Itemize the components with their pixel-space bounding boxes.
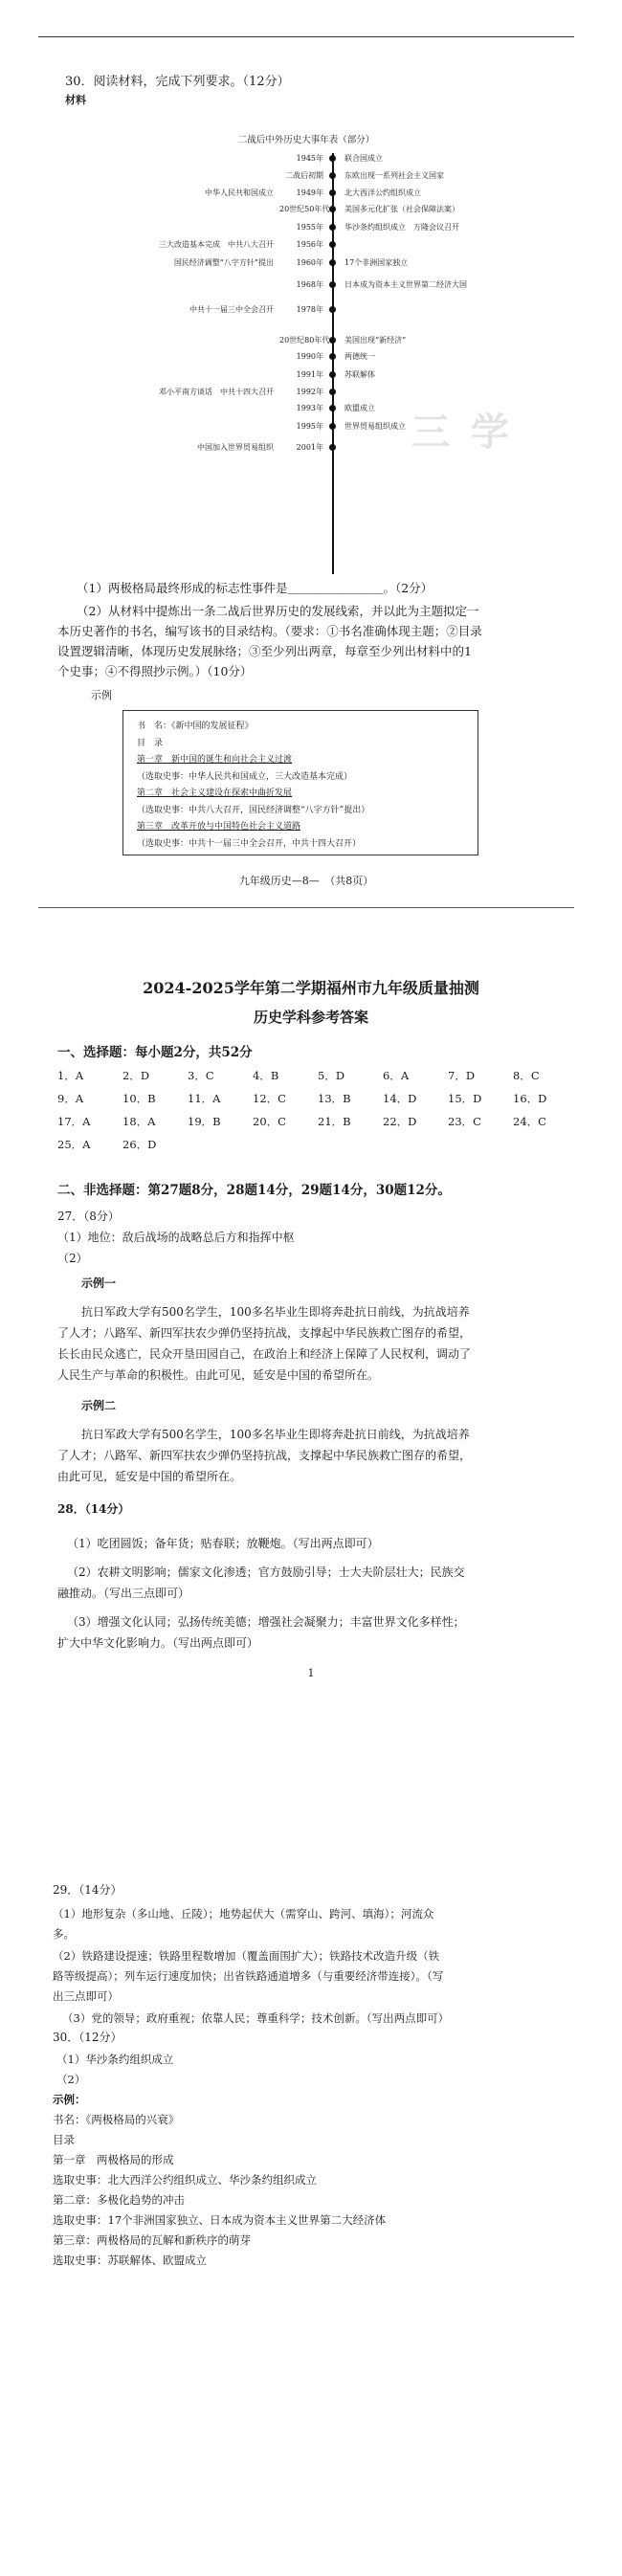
timeline-event-world: 联合国成立 [344,154,383,163]
choice-answer: 12．C [253,1092,286,1105]
example-box-content [137,719,472,853]
timeline-dot [329,224,336,231]
example-box-line: 书 名：《新中国的发展征程》 [137,722,254,731]
choice-answer: 9．A [57,1092,84,1105]
material-label: 材料 [65,94,86,106]
timeline-year: 1978年 [296,305,323,314]
timeline-event-china: 三大改造基本完成 中共八大召开 [159,240,274,249]
timeline-event-world: 两德统一 [344,352,375,361]
choice-answer: 25．A [57,1138,91,1151]
timeline-event-world: 北大西洋公约组织成立 [344,189,421,197]
example-box-line: 第二章 社会主义建设在探索中曲折发展 [137,788,293,798]
answer-line: 由此可见，延安是中国的希望所在。 [57,1470,242,1483]
choice-answer: 8．C [513,1069,540,1082]
example-box-line: （选取史事：中共八大召开，国民经济调整“八字方针”提出） [137,805,370,815]
timeline-dot [329,241,336,248]
q28-heading: 28．（14分） [57,1502,130,1516]
q27-heading: 27．（8分） [57,1210,120,1223]
answer-line: 出三点即可） [53,1989,119,2003]
timeline-year: 1990年 [296,352,323,361]
timeline-event-world: 美国多元化扩张（社会保障法案） [344,205,459,213]
timeline-dot [329,306,336,313]
answer-line: 第一章 两极格局的形成 [53,2153,174,2166]
timeline-dot [329,172,336,179]
timeline-dot [329,389,336,395]
timeline-event-world: 世界贸易组织成立 [344,422,406,431]
choice-answer: 24．C [513,1115,546,1128]
example-box-line: 第一章 新中国的诞生和向社会主义过渡 [137,755,293,765]
answer-line: （1）吃团圆饭；备年货；贴春联；放鞭炮。（写出两点即可） [67,1537,379,1550]
choice-answer: 17．A [57,1115,91,1128]
answer-line: 路等级提高）；列车运行速度加快；出省铁路通道增多（与重要经济带连接）。（写 [53,1969,444,1983]
timeline-year: 1956年 [296,240,323,249]
answer-line: 了人才；八路军、新四军扶农少弹仍坚持抗战，支撑起中华民族救亡图存的希望， [57,1326,472,1340]
choice-answer: 5．D [318,1069,345,1082]
timeline-dot [329,155,336,162]
answer-line: 选取史事：苏联解体、欧盟成立 [53,2254,207,2267]
q29-heading: 29．（14分） [53,1883,122,1897]
answer-line: （2）铁路建设提速；铁路里程数增加（覆盖面围扩大）；铁路技术改造升级（铁 [53,1949,440,1963]
timeline-event-world: 东欧出现一系列社会主义国家 [344,171,444,180]
q27-part1: （1）地位：敌后战场的战略总后方和指挥中枢 [57,1231,295,1244]
timeline-year: 20世纪80年代 [279,336,330,344]
answer-line: 第三章：两极格局的瓦解和新秩序的萌芽 [53,2233,251,2247]
q30-heading: 30．阅读材料，完成下列要求。（12分） [65,75,290,89]
example-box [122,710,478,855]
answer-line: （3）党的领导；政府重视；依靠人民；尊重科学；技术创新。（写出两点即可） [62,2011,450,2025]
answer-line: 抗日军政大学有500名学生，100多名毕业生即将奔赴抗日前线，为抗战培养 [81,1428,470,1441]
example-box-line: （选取史事：中共十一届三中全会召开，中共十四大召开） [137,838,362,849]
timeline-dot [329,189,336,196]
choice-answer: 4．B [253,1069,279,1082]
timeline-event-china: 邓小平南方谈话 中共十四大召开 [159,388,274,396]
timeline-year: 20世纪50年代 [279,205,330,213]
timeline-event-world: 17个非洲国家独立 [344,258,409,267]
choice-answer: 15．D [448,1092,482,1105]
page-divider [38,907,574,908]
choice-answer: 7．D [448,1069,476,1082]
timeline [0,0,622,670]
sub-question-2-line: （2）从材料中提炼出一条二战后世界历史的发展线索，并以此为主题拟定一 [77,604,479,618]
choice-answer: 14．D [383,1092,417,1105]
page-footer: 九年级历史—8— （共8页） [238,875,374,887]
timeline-year: 1995年 [296,422,323,431]
timeline-event-world: 华沙条约组织成立 万隆会议召开 [344,223,459,232]
timeline-title: 二战后中外历史大事年表（部分） [237,135,375,145]
choice-answer: 21．B [318,1115,351,1128]
timeline-dot [329,206,336,212]
answer-line: 融推动。（写出三点即可） [57,1587,190,1600]
choice-answer: 6．A [383,1069,410,1082]
example-1-label: 示例一 [81,1277,117,1290]
choice-answer: 3．C [188,1069,214,1082]
answer-line: 目录 [53,2133,75,2146]
choice-answer: 13．B [318,1092,351,1105]
example-box-line: 目 录 [137,738,164,748]
page-number: 1 [307,1667,315,1679]
timeline-year: 1955年 [296,223,323,232]
timeline-year: 1945年 [296,154,323,163]
example-box-line: （选取史事：中华人民共和国成立，三大改造基本完成） [137,771,353,782]
sub-question-2-line: 设置逻辑清晰，体现历史发展脉络；③至少列出两章，每章至少列出材料中的1 [57,644,472,658]
choice-answer: 20．C [253,1115,286,1128]
answer-line: （1）华沙条约组织成立 [56,2053,174,2066]
choice-answer: 11．A [188,1092,221,1105]
sub-question-1: （1）两极格局最终形成的标志性事件是＿＿＿＿＿＿＿＿。（2分） [77,581,433,595]
timeline-axis [332,153,334,574]
timeline-year: 二战后初期 [285,171,323,180]
example-2-label: 示例二 [81,1399,117,1412]
timeline-dot [329,371,336,378]
q30-answer-heading: 30．（12分） [53,2031,122,2044]
example-1-text [57,1301,593,1386]
answer-line: 示例： [53,2093,86,2106]
timeline-event-world: 苏联解体 [344,370,375,379]
timeline-dot [329,405,336,411]
choice-answer: 22．D [383,1115,417,1128]
timeline-event-china: 中国加入世界贸易组织 [197,443,274,452]
answer-line: 了人才；八路军、新四军扶农少弹仍坚持抗战，支撑起中华民族救亡图存的希望， [57,1449,472,1462]
watermark: 三 学 [411,410,513,455]
timeline-event-world: 美国出现“新经济” [344,336,407,344]
answer-line: （3）增强文化认同；弘扬传统美德；增强社会凝聚力；丰富世界文化多样性； [67,1615,465,1629]
answer-line: 选取史事：北大西洋公约组织成立、华沙条约组织成立 [53,2173,317,2187]
choice-answer: 1．A [57,1069,84,1082]
answer-line: （1）地形复杂（多山地、丘陵）；地势起伏大（需穿山、跨河、填海）；河流众 [53,1907,434,1921]
timeline-event-china: 国民经济调整“八字方针”提出 [173,258,274,267]
timeline-year: 1992年 [296,388,323,396]
q28-answers [57,1525,593,1654]
timeline-event-world: 欧盟成立 [344,404,375,412]
answer-line: （2）农耕文明影响；儒家文化渗透；官方鼓励引导；士大夫阶层壮大；民族交 [67,1566,465,1579]
section-2-heading: 二、非选择题：第27题8分，28题14分，29题14分，30题12分。 [57,1183,451,1198]
answer-line: 第二章：多极化趋势的冲击 [53,2193,185,2207]
timeline-dot [329,444,336,451]
timeline-event-world: 日本成为资本主义世界第二经济大国 [344,280,467,289]
timeline-dot [329,423,336,430]
timeline-year: 1991年 [296,370,323,379]
answers-title: 2024-2025学年第二学期福州市九年级质量抽测 [143,979,479,997]
timeline-year: 1949年 [296,189,323,197]
example-2-text [57,1424,593,1487]
choice-answer: 10．B [122,1092,156,1105]
timeline-dot [329,259,336,266]
choice-answer: 18．A [122,1115,156,1128]
choice-answer: 23．C [448,1115,481,1128]
example-label: 示例 [91,689,112,701]
answer-line: 长长由民众逃亡，民众开垦田园自己，在政治上和经济上保障了人民权利，调动了 [57,1347,472,1361]
example-box-line: 第三章 改革开放与中国特色社会主义道路 [137,822,301,832]
sub-question-2-line: 本历史著作的书名，编写该书的目录结构。（要求：①书名准确体现主题；②目录 [57,624,482,638]
answer-line: 人民生产与革命的积极性。由此可见，延安是中国的希望所在。 [57,1368,380,1382]
q27-part2: （2） [57,1252,88,1265]
answer-line: 抗日军政大学有500名学生，100多名毕业生即将奔赴抗日前线，为抗战培养 [81,1305,470,1319]
answer-line: （2） [56,2073,86,2086]
answer-line: 书名：《两极格局的兴衰》 [53,2113,180,2126]
timeline-year: 2001年 [296,443,323,452]
choice-answer: 19．B [188,1115,221,1128]
choice-answers-grid [57,1068,574,1164]
choice-answer: 16．D [513,1092,547,1105]
choice-answer: 26．D [122,1138,157,1151]
timeline-year: 1968年 [296,280,323,289]
timeline-dot [329,281,336,288]
q29-answers [53,1904,598,2029]
timeline-event-china: 中共十一届三中全会召开 [189,305,274,314]
answer-line: 多。 [53,1927,75,1941]
answer-line: 扩大中华文化影响力。（写出两点即可） [57,1636,259,1650]
answers-subtitle: 历史学科参考答案 [253,1009,368,1026]
timeline-dot [329,337,336,344]
timeline-dot [329,353,336,360]
sub-question-2-line: 个史事；④不得照抄示例。）（10分） [57,664,253,678]
timeline-year: 1993年 [296,404,323,412]
section-1-heading: 一、选择题：每小题2分，共52分 [57,1045,253,1060]
answer-line: 选取史事：17个非洲国家独立、日本成为资本主义世界第二大经济体 [53,2213,387,2227]
timeline-year: 1960年 [296,258,323,267]
choice-answer: 2．D [122,1069,150,1082]
timeline-event-china: 中华人民共和国成立 [205,189,274,197]
q30-answers [53,2050,598,2271]
sub-question-2 [57,601,593,681]
